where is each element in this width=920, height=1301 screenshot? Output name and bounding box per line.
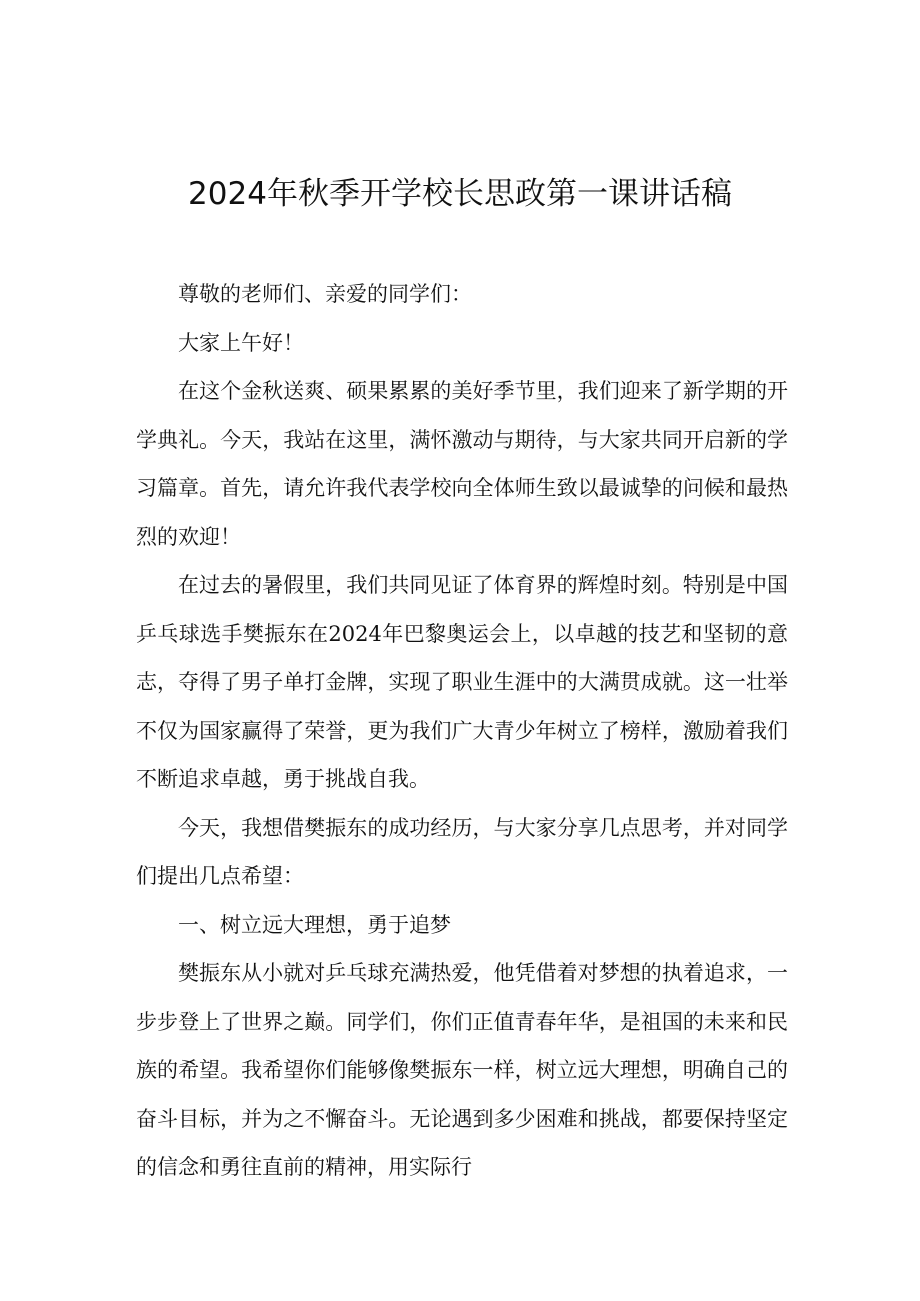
paragraph-section-one: 樊振东从小就对乒乓球充满热爱，他凭借着对梦想的执着追求，一步步登上了世界之巅。同学们，你们正值青春年华，是祖国的未来和民族的希望。我希望你们能够像樊振东一样，树立远大理想，明确自己的奋斗目标，并为之不懈奋斗。无论遇到多少困难和挑战，都要保持坚定的信念和勇往直前的精神，用实际行 bbox=[136, 961, 788, 1179]
salutation-line: 大家上午好！ bbox=[178, 330, 304, 355]
paragraph-opening: 在这个金秋送爽、硕果累累的美好季节里，我们迎来了新学期的开学典礼。今天，我站在这里，满怀激动与期待，与大家共同开启新的学习篇章。首先，请允许我代表学校向全体师生致以最诚挚的问候和最热烈的欢迎！ bbox=[136, 379, 788, 549]
paragraph-summer-sports: 在过去的暑假里，我们共同见证了体育界的辉煌时刻。特别是中国乒乓球选手樊振东在2024年巴黎奥运会上，以卓越的技艺和坚韧的意志，夺得了男子单打金牌，实现了职业生涯中的大满贯成就。这一壮举不仅为国家赢得了荣誉，更为我们广大青少年树立了榜样，激励着我们不断追求卓越，勇于挑战自我。 bbox=[136, 573, 788, 791]
greeting-line: 尊敬的老师们、亲爱的同学们： bbox=[178, 282, 472, 306]
section-heading: 一、树立远大理想，勇于追梦 bbox=[178, 912, 451, 937]
paragraph-thoughts-intro: 今天，我想借樊振东的成功经历，与大家分享几点思考，并对同学们提出几点希望： bbox=[136, 815, 788, 888]
document-title: 2024年秋季开学校长思政第一课讲话稿 bbox=[188, 176, 732, 212]
document-body bbox=[136, 270, 788, 1192]
